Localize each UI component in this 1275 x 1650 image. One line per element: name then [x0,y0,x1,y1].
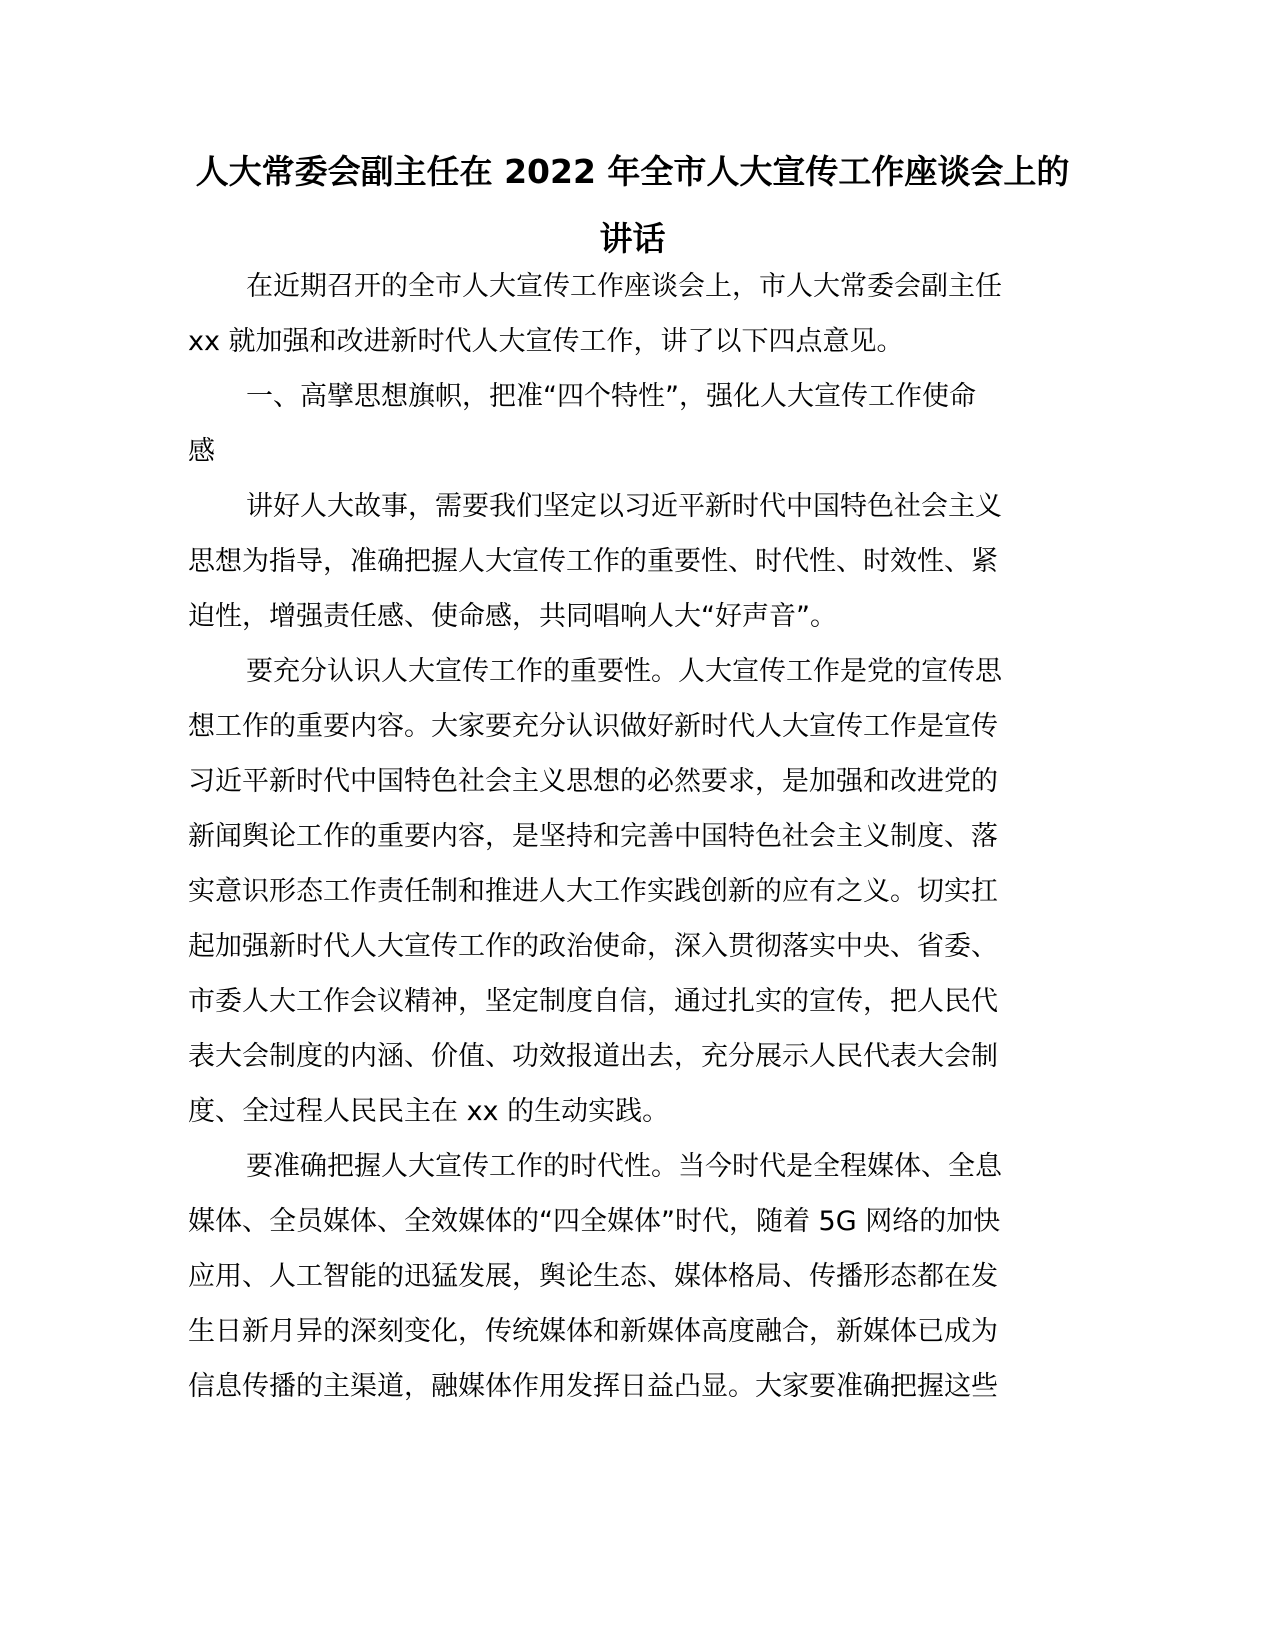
text-line: 应用、人工智能的迅猛发展，舆论生态、媒体格局、传播形态都在发 [188,1261,998,1292]
text-line: 市委人大工作会议精神，坚定制度自信，通过扎实的宣传，把人民代 [188,986,998,1017]
text-line: 要充分认识人大宣传工作的重要性。人大宣传工作是党的宣传思 [246,656,1002,687]
text-line: 思想为指导，准确把握人大宣传工作的重要性、时代性、时效性、紧 [188,546,998,577]
text-line: xx 就加强和改进新时代人大宣传工作，讲了以下四点意见。 [188,326,904,357]
text-line: 想工作的重要内容。大家要充分认识做好新时代人大宣传工作是宣传 [188,711,998,742]
text-line: 要准确把握人大宣传工作的时代性。当今时代是全程媒体、全息 [246,1151,1002,1182]
text-line: 度、全过程人民民主在 xx 的生动实践。 [188,1096,670,1127]
text-line: 信息传播的主渠道，融媒体作用发挥日益凸显。大家要准确把握这些 [188,1371,998,1402]
section-heading-line: 一、高擘思想旗帜，把准“四个特性”，强化人大宣传工作使命 [246,381,976,412]
section-heading-line: 感 [188,436,215,467]
text-line: 新闻舆论工作的重要内容，是坚持和完善中国特色社会主义制度、落 [188,821,998,852]
text-line: 实意识形态工作责任制和推进人大工作实践创新的应有之义。切实扛 [188,876,998,907]
text-line: 迫性，增强责任感、使命感，共同唱响人大“好声音”。 [188,601,837,632]
text-line: 表大会制度的内涵、价值、功效报道出去，充分展示人民代表大会制 [188,1041,998,1072]
text-line: 习近平新时代中国特色社会主义思想的必然要求，是加强和改进党的 [188,766,998,797]
text-line: 讲好人大故事，需要我们坚定以习近平新时代中国特色社会主义 [246,491,1002,522]
text-line: 生日新月异的深刻变化，传统媒体和新媒体高度融合，新媒体已成为 [188,1316,998,1347]
text-line: 在近期召开的全市人大宣传工作座谈会上，市人大常委会副主任 [246,271,1002,302]
text-line: 起加强新时代人大宣传工作的政治使命，深入贯彻落实中央、省委、 [188,931,998,962]
document-title-line-2: 讲话 [599,219,666,258]
document-title-line-1: 人大常委会副主任在 2022 年全市人大宣传工作座谈会上的 [195,152,1070,191]
text-line: 媒体、全员媒体、全效媒体的“四全媒体”时代，随着 5G 网络的加快 [188,1206,1001,1237]
